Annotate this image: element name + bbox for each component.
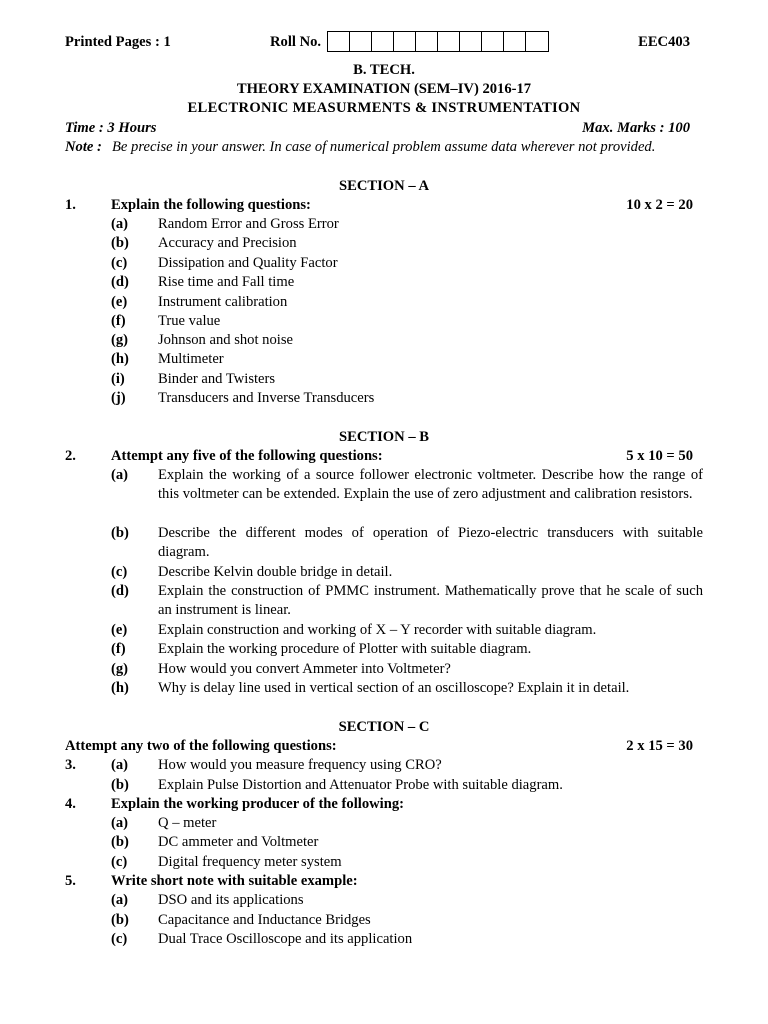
item-text: Dissipation and Quality Factor (158, 255, 338, 271)
item-text: How would you convert Ammeter into Voltmeter? (158, 661, 451, 677)
item-text: Explain the working procedure of Plotter with suitable diagram. (158, 641, 532, 657)
question-number: 3. (65, 757, 76, 773)
item-text: Explain Pulse Distortion and Attenuator Probe with suitable diagram. (158, 777, 563, 793)
item-label: (e) (111, 294, 128, 310)
question-number: 4. (65, 796, 76, 812)
roll-box[interactable] (394, 32, 416, 51)
item-text: How would you measure frequency using CRO? (158, 757, 442, 773)
list-item (0, 583, 768, 619)
printed-pages: Printed Pages : 1 (65, 34, 171, 50)
question-title: Write short note with suitable example: (111, 873, 358, 889)
degree-title: B. TECH. (353, 62, 415, 78)
list-item (0, 854, 768, 874)
list-item (0, 622, 768, 642)
item-label: (a) (111, 757, 129, 773)
roll-box[interactable] (482, 32, 504, 51)
item-text: Instrument calibration (158, 294, 288, 310)
item-label: (c) (111, 255, 128, 271)
item-text: Digital frequency meter system (158, 854, 342, 870)
note-label: Note : (65, 139, 102, 155)
item-label: (d) (111, 583, 129, 599)
item-text: Describe Kelvin double bridge in detail. (158, 564, 393, 580)
item-text: Dual Trace Oscilloscope and its application (158, 931, 413, 947)
roll-box[interactable] (372, 32, 394, 51)
list-item (0, 641, 768, 661)
item-label: (g) (111, 661, 129, 677)
item-text: Explain the working of a source follower electronic voltmeter. Describe how the range of this voltmeter can be extended. Explain the use of zero adjustment and calibration resistors. (158, 467, 703, 503)
item-text: Capacitance and Inductance Bridges (158, 912, 371, 928)
item-text: DC ammeter and Voltmeter (158, 834, 319, 850)
item-label: (b) (111, 777, 129, 793)
list-item (0, 255, 768, 275)
question-instruction: Explain the following questions: (111, 197, 311, 213)
roll-box[interactable] (416, 32, 438, 51)
paper-code: EEC403 (638, 34, 690, 50)
item-text: Describe the different modes of operation of Piezo-electric transducers with suitable diagram. (158, 525, 703, 561)
item-label: (j) (111, 390, 126, 406)
item-text: Random Error and Gross Error (158, 216, 339, 232)
item-text: Rise time and Fall time (158, 274, 295, 290)
list-item (0, 912, 768, 932)
item-label: (i) (111, 371, 125, 387)
time-label: Time : 3 Hours (65, 120, 157, 136)
item-label: (b) (111, 912, 129, 928)
roll-box[interactable] (438, 32, 460, 51)
roll-box[interactable] (526, 32, 548, 51)
item-label: (a) (111, 467, 129, 483)
list-item (0, 815, 768, 835)
item-text: Accuracy and Precision (158, 235, 297, 251)
item-label: (h) (111, 680, 129, 696)
exam-title: THEORY EXAMINATION (SEM–IV) 2016-17 (236, 81, 532, 97)
item-label: (f) (111, 641, 126, 657)
roll-box[interactable] (328, 32, 350, 51)
note-text: Be precise in your answer. In case of numerical problem assume data wherever not provided. (112, 139, 656, 155)
list-item (0, 564, 768, 584)
list-item (0, 216, 768, 236)
question-marks: 5 x 10 = 50 (626, 448, 693, 464)
list-item (0, 834, 768, 854)
question-number: 5. (65, 873, 76, 889)
item-text: Binder and Twisters (158, 371, 276, 387)
roll-box[interactable] (350, 32, 372, 51)
item-label: (a) (111, 815, 129, 831)
item-label: (b) (111, 235, 129, 251)
list-item (0, 332, 768, 352)
list-item (0, 467, 768, 503)
list-item (0, 294, 768, 314)
question-title: Explain the working producer of the following: (111, 796, 404, 812)
item-text: Multimeter (158, 351, 224, 367)
section-b-heading: SECTION – B (338, 429, 430, 445)
list-item (0, 931, 768, 951)
question-number: 2. (65, 448, 76, 464)
list-item (0, 661, 768, 681)
list-item (0, 757, 768, 777)
list-item (0, 313, 768, 333)
list-item (0, 371, 768, 391)
roll-no-label: Roll No. (270, 34, 322, 50)
max-marks-label: Max. Marks : 100 (582, 120, 690, 136)
question-number: 1. (65, 197, 76, 213)
item-label: (c) (111, 564, 128, 580)
roll-box[interactable] (460, 32, 482, 51)
item-label: (b) (111, 834, 129, 850)
item-label: (g) (111, 332, 129, 348)
item-label: (c) (111, 854, 128, 870)
roll-box[interactable] (504, 32, 526, 51)
list-item (0, 777, 768, 797)
list-item (0, 680, 768, 700)
list-item (0, 274, 768, 294)
item-text: True value (158, 313, 221, 329)
item-label: (f) (111, 313, 126, 329)
question-marks: 2 x 15 = 30 (626, 738, 693, 754)
section-a-heading: SECTION – A (338, 178, 430, 194)
item-label: (h) (111, 351, 129, 367)
list-item (0, 892, 768, 912)
question-instruction: Attempt any two of the following questions: (65, 738, 337, 754)
question-marks: 10 x 2 = 20 (626, 197, 693, 213)
item-text: Q – meter (158, 815, 217, 831)
item-label: (d) (111, 274, 129, 290)
subject-title: ELECTRONIC MEASURMENTS & INSTRUMENTATION (187, 100, 581, 116)
list-item (0, 235, 768, 255)
item-text: Explain the construction of PMMC instrument. Mathematically prove that he scale of such an instrument is linear. (158, 583, 703, 619)
item-label: (c) (111, 931, 128, 947)
item-text: DSO and its applications (158, 892, 304, 908)
item-label: (b) (111, 525, 129, 541)
section-c-heading: SECTION – C (338, 719, 430, 735)
roll-no-boxes[interactable] (327, 31, 549, 52)
item-text: Explain construction and working of X – Y recorder with suitable diagram. (158, 622, 597, 638)
question-instruction: Attempt any five of the following questions: (111, 448, 383, 464)
list-item (0, 525, 768, 561)
item-text: Transducers and Inverse Transducers (158, 390, 375, 406)
item-text: Johnson and shot noise (158, 332, 293, 348)
item-text: Why is delay line used in vertical section of an oscilloscope? Explain it in detail. (158, 680, 630, 696)
list-item (0, 351, 768, 371)
item-label: (a) (111, 216, 129, 232)
list-item (0, 390, 768, 410)
item-label: (a) (111, 892, 129, 908)
item-label: (e) (111, 622, 128, 638)
